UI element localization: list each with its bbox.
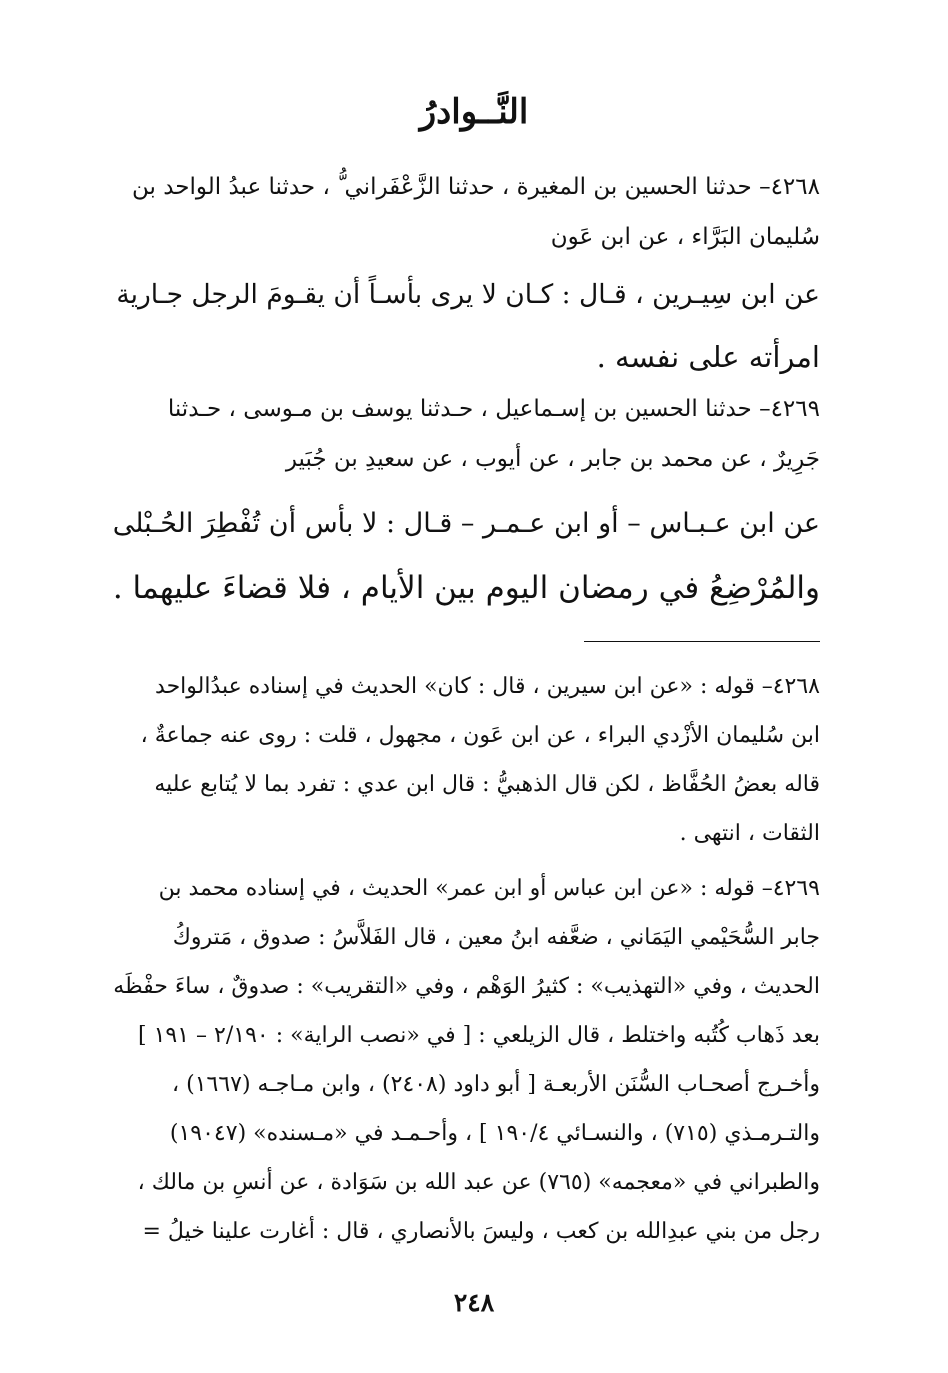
footnote-4269 — [110, 864, 820, 1256]
footnote-separator — [584, 641, 820, 642]
isnad-line: ٤٢٦٩– حدثنا الحسين بن إسـماعيل ، حـدثنا يوسف بن مـوسى ، حـدثنا — [167, 396, 820, 422]
footnote-line: والتـرمـذي (٧١٥) ، والنسـائي ١٩٠/٤ ] ، وأحـمـد في «مـسنده» (١٩٠٤٧) — [169, 1121, 820, 1146]
footnote-line: الثقات ، انتهى . — [679, 821, 820, 846]
footnote-line: رجل من بني عبدِالله بن كعب ، وليسَ بالأنصاري ، قال : أغارت علينا خيلُ = — [142, 1219, 820, 1244]
matn-line: عن ابن عـبـاس – أو ابن عـمـر – قـال : لا بأس أن تُفْطِرَ الحُـبْلى — [112, 508, 820, 539]
isnad-line: سُليمان البَرَّاء ، عن ابن عَون — [550, 224, 820, 250]
footnote-line: وأخـرج أصحـاب السُّنَن الأربعـة [ أبو داود (٢٤٠٨) ، وابن مـاجـه (١٦٦٧) ، — [172, 1072, 820, 1097]
matn-line: امرأته على نفسه . — [596, 340, 820, 374]
hadith-4268-matn — [110, 264, 820, 388]
footnote-line: ابن سُليمان الأزْدي البراء ، عن ابن عَون ، مجهول ، قلت : روى عنه جماعةٌ ، — [140, 723, 820, 748]
matn-line: عن ابن سِيـرين ، قـال : كـان لا يرى بأسـاً أن يقـومَ الرجل جـارية — [116, 279, 820, 310]
isnad-line: جَرِيرٌ ، عن محمد بن جابر ، عن أيوب ، عن سعيدِ بن جُبَير — [285, 446, 820, 472]
footnote-line: بعد ذَهاب كُتُبه واختلط ، قال الزيلعي : [ في «نصب الراية» : ٢/١٩٠ – ١٩١ ] — [138, 1023, 820, 1048]
footnote-line: ٤٢٦٨– قوله : «عن ابن سيرين ، قال : كان» الحديث في إسناده عبدُالواحد — [155, 674, 820, 699]
page-title: النَّــوادرُ — [419, 92, 529, 132]
matn-line: والمُرْضِعُ في رمضان اليوم بين الأيام ، فلا قضاءَ عليهما . — [112, 570, 820, 606]
hadith-4269-isnad — [110, 384, 820, 484]
footnote-line: والطبراني في «معجمه» (٧٦٥) عن عبد الله بن سَوَادة ، عن أنسِ بن مالك ، — [137, 1170, 820, 1195]
hadith-4269-matn — [110, 492, 820, 620]
footnote-line: ٤٢٦٩– قوله : «عن ابن عباس أو ابن عمر» الحديث ، في إسناده محمد بن — [158, 876, 820, 901]
isnad-line: ٤٢٦٨– حدثنا الحسين بن المغيرة ، حدثنا الزَّعْفَراني ُّ ، حدثنا عبدُ الواحد بن — [131, 174, 820, 200]
footnote-line: جابر السُّحَيْمي اليَمَاني ، ضعَّفه ابنُ معين ، قال الفَلاَّسُ : صدوق ، مَتروكُ — [172, 925, 820, 950]
footnote-line: الحديث ، وفي «التهذيب» : كثيرُ الوَهْم ، وفي «التقريب» : صدوقٌ ، ساءَ حفْظَه — [113, 974, 820, 999]
page-number: ٢٤٨ — [453, 1288, 495, 1317]
footnote-4268 — [110, 662, 820, 858]
footnote-line: قاله بعضُ الحُفَّاظ ، لكن قال الذهبيُّ : قال ابن عدي : تفرد بما لا يُتابع عليه — [154, 772, 820, 797]
hadith-4268-isnad — [110, 162, 820, 262]
